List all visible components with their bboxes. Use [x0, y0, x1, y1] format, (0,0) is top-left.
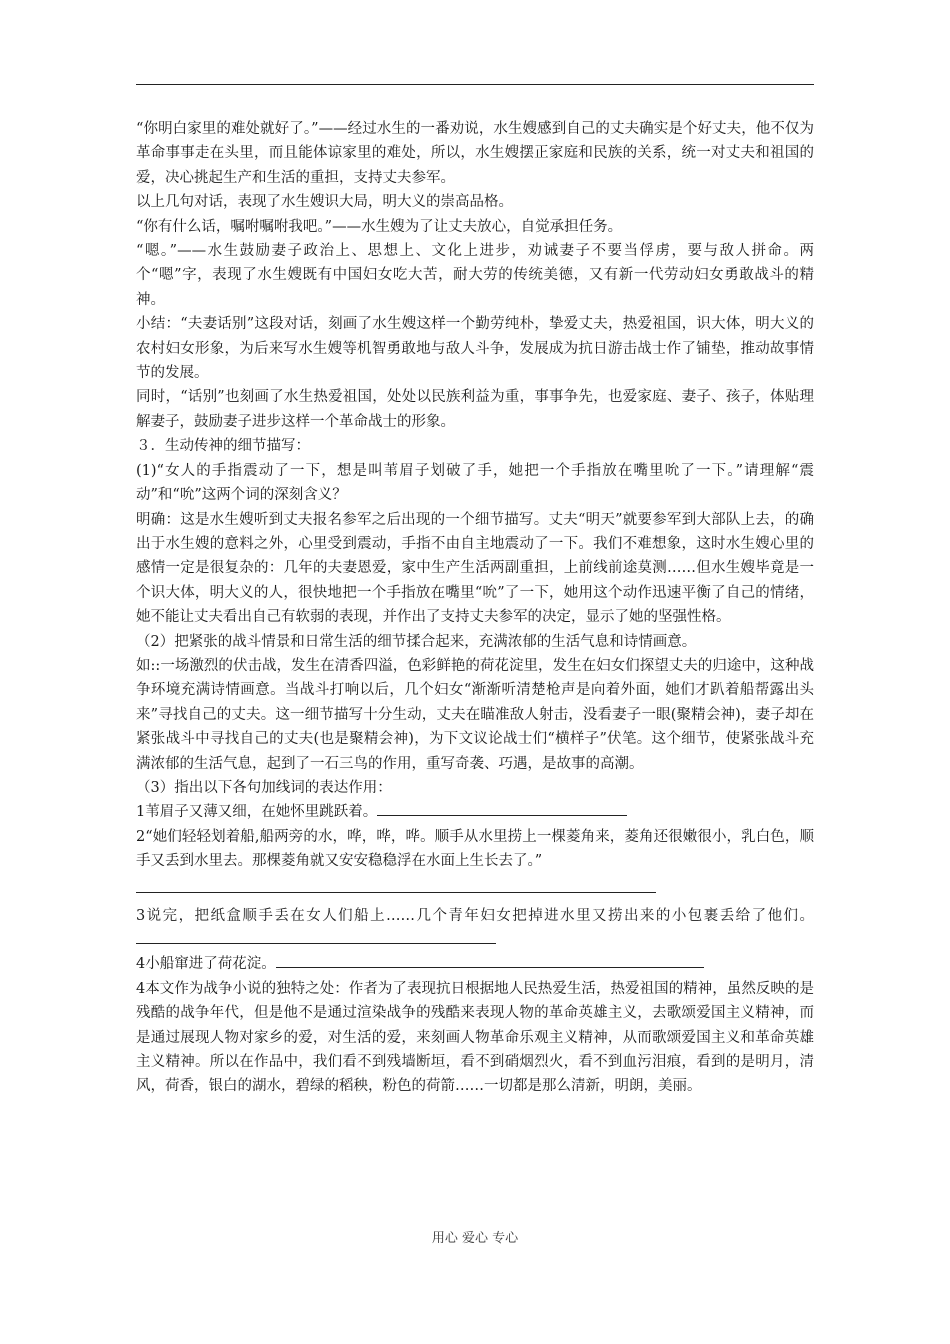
paragraph: 小结：“夫妻话别”这段对话，刻画了水生嫂这样一个勤劳纯朴，挚爱丈夫，热爱祖国，识大体，明大义的农村妇女形象，为后来写水生嫂等机智勇敢地与敌人斗争，发展成为抗日游击战士作了铺垫，推动故事情节的发展。	[136, 316, 814, 382]
question-text: 3说完，把纸盒顺手丢在女人们船上……几个青年妇女把掉进水里又捞出来的小包裹丢给了他们。	[136, 907, 814, 924]
question-4	[136, 952, 814, 976]
section-heading: ３．生动传神的细节描写：	[136, 438, 310, 455]
answer-blank	[136, 874, 814, 904]
paragraph: “嗯。”——水生鼓励妻子政治上、思想上、文化上进步，劝诫妻子不要当俘虏，要与敌人拼命。两个“嗯”字，表现了水生嫂既有中国妇女吃大苦，耐大劳的传统美德，又有新一代劳动妇女勇敢战斗的精神。	[136, 243, 814, 308]
paragraph: “你明白家里的难处就好了。”——经过水生的一番劝说，水生嫂感到自己的丈夫确实是个好丈夫，他不仅为革命事事走在头里，而且能体谅家里的难处，所以，水生嫂摆正家庭和民族的关系，统一对丈夫和祖国的爱，决心挑起生产和生活的重担，支持丈夫参军。	[136, 121, 814, 186]
paragraph: 4本文作为战争小说的独特之处：作者为了表现抗日根据地人民热爱生活，热爱祖国的精神，虽然反映的是残酷的战争年代，但是他不是通过渲染战争的残酷来表现人物的革命英雄主义，去歌颂爱国主义精神，而是通过展现人物对家乡的爱，对生活的爱，来刻画人物革命乐观主义精神，从而歌颂爱国主义和革命英雄主义精神。所以在作品中，我们看不到残墙断垣，看不到硝烟烈火，看不到血污泪痕，看到的是明月，清风，荷香，银白的湖水，碧绿的稻秧，粉色的荷箭……一切都是那么清新，明朗，美丽。	[136, 980, 814, 1095]
paragraph: “你有什么话，嘱咐嘱咐我吧。”——水生嫂为了让丈夫放心，自觉承担任务。	[136, 218, 623, 235]
answer-blank	[136, 928, 496, 944]
document-body	[136, 117, 814, 1099]
paragraph: 如::一场激烈的伏击战，发生在清香四溢，色彩鲜艳的荷花淀里，发生在妇女们探望丈夫的归途中，这种战争环境充满诗情画意。当战斗打响以后，几个妇女“渐渐听清楚枪声是向着外面，她们才趴着船帮露出头来”寻找自己的丈夫。这一细节描写十分生动，丈夫在瞄准敌人射击，没看妻子一眼(聚精会神)，妻子却在紧张战斗中寻找自己的丈夫(也是聚精会神)，为下文议论战士们“横样子”伏笔。这个细节，使紧张战斗充满浓郁的生活气息，起到了一石三鸟的作用，重写奇袭、巧遇，是故事的高潮。	[136, 657, 814, 772]
paragraph: 明确：这是水生嫂听到丈夫报名参军之后出现的一个细节描写。丈夫“明天”就要参军到大部队上去，的确出于水生嫂的意料之外，心里受到震动，手指不由自主地震动了一下。我们不难想象，这时水生嫂心里的感情一定是很复杂的：几年的夫妻恩爱，家中生产生活两副重担，上前线前途莫测……但水生嫂毕竟是一个识大体，明大义的人，很快地把一个手指放在嘴里“吮”了一下，她用这个动作迅速平衡了自己的情绪，她不能让丈夫看出自己有软弱的表现，并作出了支持丈夫参军的决定，显示了她的坚强性格。	[136, 511, 814, 626]
question-2	[136, 825, 814, 874]
header-rule	[136, 84, 814, 85]
answer-blank	[276, 952, 704, 968]
paragraph: （2）把紧张的战斗情景和日常生活的细节揉合起来，充满浓郁的生活气息和诗情画意。	[136, 633, 697, 650]
paragraph: （3）指出以下各句加线词的表达作用：	[136, 779, 392, 796]
paragraph: 同时，“话别”也刻画了水生热爱祖国，处处以民族利益为重，事事争先，也爱家庭、妻子、孩子，体贴理解妻子，鼓励妻子进步这样一个革命战士的形象。	[136, 389, 814, 430]
question-text: 2“她们轻轻划着船,船两旁的水，哗，哗，哗。顺手从水里捞上一棵菱角来，菱角还很嫩很小，乳白色，顺手又丢到水里去。那棵菱角就又安安稳稳浮在水面上生长去了。”	[136, 828, 814, 870]
question-text: 1苇眉子又薄又细，在她怀里跳跃着。	[136, 804, 378, 821]
page-footer: 用心 爱心 专心	[431, 1231, 519, 1246]
question-1	[136, 800, 814, 824]
question-3	[136, 904, 814, 953]
question-text: 4小船窜进了荷花淀。	[136, 956, 276, 973]
paragraph: 以上几句对话，表现了水生嫂识大局，明大义的崇高品格。	[136, 194, 513, 211]
paragraph: (1)“女人的手指震动了一下，想是叫苇眉子划破了手，她把一个手指放在嘴里吮了一下。”请理解“震动”和“吮”这两个词的深刻含义？	[136, 462, 814, 504]
answer-blank	[377, 800, 627, 816]
